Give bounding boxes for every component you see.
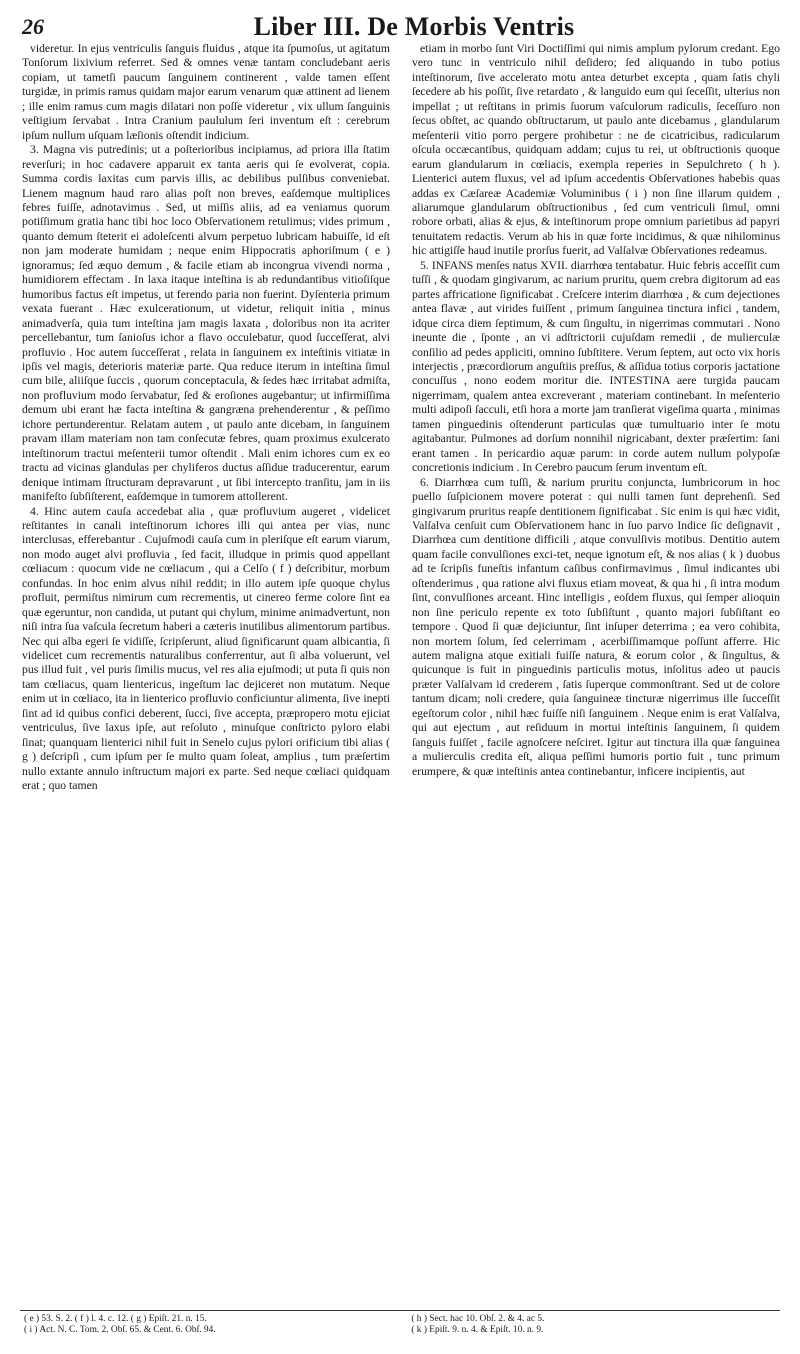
footnote-row (24, 1314, 780, 1325)
running-title: Liber III. De Morbis Ventris (253, 12, 575, 41)
page-number: 26 (22, 14, 44, 39)
paragraph: 4. Hinc autem cauſa accedebat alia , quæ profluvium augeret , videlicet reſtitantes in canali inteſtinorum ichores illi qui antea per vias, nunc interclusas, efferebantur . Cujuſmodi cauſa cum in pleriſque eſt earum viarum, non modo auget alvi profluvia , ſed facit, illudque in primis quod appellant cœliacum : quocum vide ne cœliacum , qui a Celſo ( f ) deſcribitur, morbum confundas. In hoc enim alvus nihil reddit; in illo autem ipſe quoque chylus profluit, permiſtus nimirum cum recrementis, ut cinereo ferme colore ſint ea quæ egeruntur, non candida, ut putant qui chylum, minime animadvertunt, non niſi intra ſua vaſcula ſecretum haberi a cæteris inutilibus alimentorum partibus. Nec qui alba egeri ſe vidiſſe, ſcripſerunt, aliud ſignificarunt quam albicantia, ſi videlicet cum recrementis naturalibus conferrentur, aut ſi alba voluerunt, vel pus illud fuit , vel puris ſimilis mucus, vel res alia ejuſmodi; ut puta ſi quis non tam cœliacus, quam lientericus, ingeſtum lac dejiceret non mutatum. Neque enim ut in cœliaco, ita in lienterico profluvio conficiuntur alimenta, ſive inepti ſint ad id quibus confici deberent, ſucci, ſive accepta, præpropero motu ejiciat ventriculus, ſive laxus ipſe, aut reſoluto , minuſque conſtricto pyloro elabi ſinat; quanquam lienterici nihil fuit in Senelo cujus pylori orificium tibi alias ( g ) deſcripſi , cum ipſum per ſe multo quam ſoleat, amplius , tum præſertim nullo extante annulo inſtructum majori ex parte. Sed neque cœliaci quidquam erat ; quo tamen (22, 504, 390, 793)
paragraph: etiam in morbo ſunt Viri Doctiſſimi qui nimis amplum pylorum credant. Ego vero tunc in ventriculo nihil deſidero; ſed aliquando in tubo potius inteſtinorum, ſive accelerato motu antea deturbet excepta , quam ſatis chyli ſecedere ab his poſſit, ſive retardato , & languido eum qui ſeceſſit, ulterius non impellat ; ut reſtitans in primis ſuorum vaſculorum radiculis, ſeceſſuro non ſecus obſtet, ac quando obſtructarum, ut paulo ante dicebamus , glandularum meſenterii vitio porro pergere prohibetur : ne de cicatricibus, radicularum oſcula occæcantibus, quidquam addam; cujus tu rei, ut obſtructionis quoque earum glandularum in cœliacis, exempla reperies in Sepulchreto ( h ). Lienterici autem fluxus, vel ad ipſum accedentis Obſervationes habebis quas addas ex Cæſareæ Academiæ Voluminibus ( i ) non ſine illarum quidem , aliarumque glandularum obſtructionibus , ſed cum ventriculi ſimul, omni robore orbati, alias & ejus, & inteſtinorum prope omnium parietibus ad papyri tenuitatem redactis. Verum ab his in quæ forte incidimus, & quæ nihilominus hic attigiſſe haud inutile prorſus fuerit, ad Valſalvæ Obſervationes redeamus. (412, 42, 780, 258)
footnotes (24, 1314, 780, 1344)
footnote-left: ( e ) 53. S. 2. ( f ) l. 4. c. 12. ( g ) Epiſt. 21. n. 15. (24, 1314, 207, 1324)
paragraph: videretur. In ejus ventriculis ſanguis fluidus , atque ita ſpumoſus, ut agitatum Tonſorum lixivium referret. Sed & omnes venæ tantam concludebant aeris copiam, ut tametſi paucum ſanguinem continerent , valde tamen eſſent turgidæ, in primis ramus quidam major earum venarum quæ attinent ad lienem ; ille enim ramus cum magis dilatari non poſſe videretur , vix ullum ſanguinis veſtigium ſervabat . Intra Cranium paululum ſeri inventum eſt : cerebrum ipſum nullum uſquam læſionis oſtendit indicium. (22, 42, 390, 142)
footnote-left: ( i ) Act. N. C. Tom. 2. Obſ. 65. & Cent. 6. Obſ. 94. (24, 1325, 216, 1335)
footnote-row (24, 1325, 780, 1336)
paragraph: 5. INFANS menſes natus XVII. diarrhœa tentabatur. Huic febris acceſſit cum tuſſi , & quodam gingivarum, ac narium pruritu, quem crebra digitorum ad eas partes affricatione ſignificabat . Creſcere interim diarrhœa , & cum dejectiones antea flavæ , aut virides fuiſſent , primum ſanguinea tinctura infici , tandem, idque circa diem ſeptimum, & cum ſingultu, in nigerrimas commutari . Nono ineunte die , ſponte , an vi adſtrictorii cujuſdam remedii , de mulierculæ conſilio ad pedes appliciti, omnino ſubſtitere. Verum ſeptem, aut octo vix horis interjectis , præcordiorum anguſtiis preſſus, & aſſidua totius corporis jactatione concuſſus , nono eodem moritur die. INTESTINA aere turgida paucam nigerrimam, qualem antea excreverant , materiam continebant. In meſenterio multi adipoſi ſacculi, etſi hora a morte jam tranſierat vigeſima quarta , minimas tamen pinguedinis oſtenderunt particulas quæ tumultuario inter ſe motu agitabantur. Pulmones ad dorſum nonnihil nigricabant, dexter præſertim: ſani erant tamen . In pericardio aquæ parum: in corde autem nullum polypoſæ concretionis indicium . In Cerebro paucum ſerum inventum eſt. (412, 258, 780, 475)
text-columns (22, 42, 780, 1308)
paragraph: 3. Magna vis putredinis; ut a poſterioribus incipiamus, ad priora illa ſtatim reverſuri; in hoc cadavere apparuit ex tanta aeris qui ſe evolverat, copia. Summa cordis laxitas cum parvis illis, ac debilibus pulſibus conveniebat. Lienem magnum haud raro alias poſt non breves, eaſdemque multiplices febres fuiſſe, adnotavimus . Sed, ut miſſis aliis, ad ea veniamus quorum potiſſimum gratia hanc tibi hoc loco Obſervationem retulimus; vides primum , quanto demum ſteterit ei adoleſcenti alvum perpetuo lubricam habuiſſe, id eſt non jam moderate humidam ; neque enim Hippocratis aphoriſmum ( e ) ignoramus; ſed æquo demum , & facile etiam ab incongrua vivendi norma , humidiorem effectam . In laxa itaque inteſtina is ab redundantibus vitioſiſque humoribus factus eſt impetus, ut ferendo paria non fuerint. Dyſenteria primum vexata fuerant . Hæc exulcerationum, ut videtur, reliquit initia , minus animadverſa, quia tum inteſtina jam magis laxata , doloribus non ita acriter percellebantur, tum ſanioſus ichor a flavo occulebatur, quod ſucceſſerat, alvi profluvio . Hoc autem ſucceſſerat , relata in ſanguinem ex inteſtinis vitiatæ in ipſis vel magis, deterioris materiæ parte. Qua reduce iterum in inteſtina ſimul cum bile, aliiſque ſuccis , quorum conceptacula, & ſedes hæc irritabat admiſta, non profluvium modo ſervabatur, ſed & eroſiones augebantur; ut infirmiſſima demum ubi erant hæ facta inteſtina & gangræna prehenderentur , & peſſimo ichore pertunderentur. Relatam autem , ut paulo ante dicebam, in ſanguinem pravam illam materiam non tam conſecutæ febres, quam proximus exulcerato inteſtinorum tractui meſenterii tumor oſtendit . Mali enim ichores cum ex eo tractu ad vicinas glandulas per chyliferos ductus aſſidue traducerentur, earum denique intimam ſtructuram depravarunt , ut ſibi intercepto tranſitu, jam in iis manifeſto ſubſiſterent, eaſdemque in tumorem attollerent. (22, 143, 390, 504)
left-column (22, 42, 390, 1308)
paragraph: 6. Diarrhœa cum tuſſi, & narium pruritu conjuncta, lumbricorum in hoc puello ſuſpicionem movere poterat : qui nulli tamen ſunt deprehenſi. Sed gingivarum pruritus reapſe dentitionem ſignificabat . Sic enim is qui hæc vidit, Valſalva cenſuit cum Obſervationem hanc in ſuo parvo Indice ſic deſignavit , Diarrhœa cum dentitione difficili , atque convulſivis motibus. Dentitio autem quam facile convulſiones exci-tet, neque ignotum eſt, & nos alias ( k ) duobus ad te ſcripſis funeſtis infantum caſibus confirmavimus , ſimul indicantes ubi oſtenderimus , qua ratione alvi fluxus etiam moveat, & qua hi , ſi intra modum ſint, convulſiones arceant. Hinc intelligis , eoſdem fluxus, qui ſemper alioquin non ſine periculo repente ex toto ſubſiſtunt , quanto majori ſubſiſtant eo tempore . Quod ſi quæ dejiciuntur, ſint inſuper deterrima ; ea vero cohibita, non mortem ſolum, ſed celerrimam , acerbiſſimamque poſſunt afferre. Hic autem maligna atque exitiali fuiſſe natura, & eorum color , & ſingultus, & quicunque is fuit in pinguedinis particulis motus, inſolitus adeo ut paucis præter Valſalvam id crederem , ſatis ſuperque commonſtrant. Sed ut de colore tantum dicam; noli credere, quia ſanguineæ tincturæ nigerrimus ille ſucceſſit egeſtorum color , nihil hæc fuiſſe niſi ſanguinem . Neque enim is erat Valſalva, qui aut ejectum , aut reſiduum in mortui inteſtinis ſanguinem, ſi quidem ſanguis fuiſſet , facile agnoſcere neſciret. Igitur aut tinctura illa quæ ſanguinea a mulierculis credita eſt, aliqua peſſimi humoris portio fuit , tunc primum erumpere, & quæ inteſtinis antea continebantur, inficere incipientis, aut (412, 475, 780, 778)
footnote-divider (20, 1310, 780, 1311)
footnote-right: ( k ) Epiſt. 9. n. 4. & Epiſt. 10. n. 9. (411, 1325, 544, 1335)
footnote-right: ( h ) Sect. hac 10. Obſ. 2. & 4. ac 5. (411, 1314, 545, 1324)
right-column (412, 42, 780, 1308)
page-header (22, 10, 782, 40)
